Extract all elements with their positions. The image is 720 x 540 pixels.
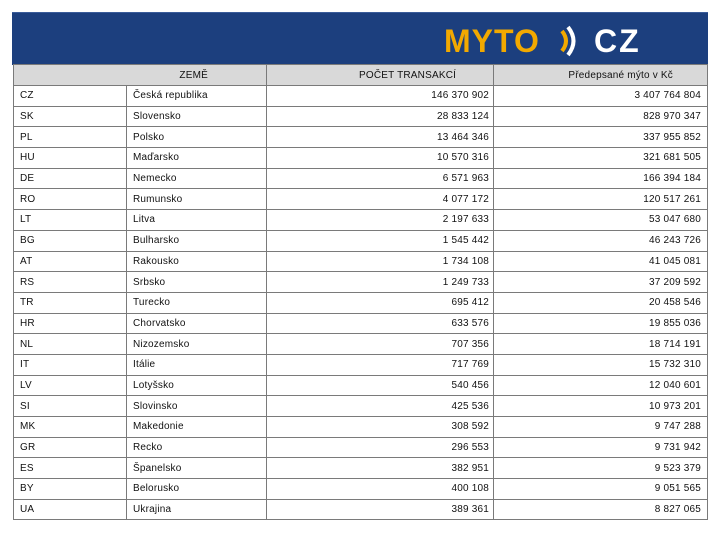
transaction-count-cell: 400 108 <box>267 479 494 500</box>
toll-amount-cell: 20 458 546 <box>494 292 708 313</box>
transaction-count-cell: 6 571 963 <box>267 168 494 189</box>
toll-amount-cell: 15 732 310 <box>494 354 708 375</box>
transaction-count-cell: 695 412 <box>267 292 494 313</box>
transaction-count-cell: 28 833 124 <box>267 106 494 127</box>
transaction-count-cell: 1 545 442 <box>267 230 494 251</box>
toll-amount-cell: 37 209 592 <box>494 272 708 293</box>
toll-amount-cell: 337 955 852 <box>494 127 708 148</box>
transactions-table <box>13 64 707 520</box>
toll-amount-cell: 46 243 726 <box>494 230 708 251</box>
country-name-cell: Bulharsko <box>127 230 267 251</box>
table-row <box>14 417 708 438</box>
country-code-cell: RS <box>14 272 127 293</box>
country-code-cell: UA <box>14 499 127 520</box>
transaction-count-cell: 382 951 <box>267 458 494 479</box>
toll-amount-cell: 166 394 184 <box>494 168 708 189</box>
country-code-cell: SI <box>14 396 127 417</box>
table-row <box>14 437 708 458</box>
table-row <box>14 272 708 293</box>
country-code-cell: BG <box>14 230 127 251</box>
myto-cz-logo <box>444 21 694 61</box>
toll-amount-cell: 9 731 942 <box>494 437 708 458</box>
transaction-count-cell: 146 370 902 <box>267 86 494 107</box>
table-row <box>14 251 708 272</box>
transaction-count-cell: 389 361 <box>267 499 494 520</box>
table-row <box>14 230 708 251</box>
country-name-cell: Turecko <box>127 292 267 313</box>
toll-amount-cell: 12 040 601 <box>494 375 708 396</box>
transaction-count-cell: 2 197 633 <box>267 210 494 231</box>
transaction-count-cell: 308 592 <box>267 417 494 438</box>
country-code-cell: TR <box>14 292 127 313</box>
country-code-cell: DE <box>14 168 127 189</box>
country-name-cell: Španelsko <box>127 458 267 479</box>
table-row <box>14 479 708 500</box>
column-header-country <box>14 65 267 86</box>
country-name-cell: Recko <box>127 437 267 458</box>
table-row <box>14 458 708 479</box>
country-name-cell: Ukrajina <box>127 499 267 520</box>
column-header-country-label: ZEMĚ <box>179 69 208 81</box>
transaction-count-cell: 717 769 <box>267 354 494 375</box>
transaction-count-cell: 296 553 <box>267 437 494 458</box>
table-row <box>14 189 708 210</box>
country-name-cell: Rakousko <box>127 251 267 272</box>
toll-amount-cell: 321 681 505 <box>494 148 708 169</box>
table-row <box>14 396 708 417</box>
country-name-cell: Rumunsko <box>127 189 267 210</box>
column-header-toll: Předepsané mýto v Kč <box>494 65 708 86</box>
transaction-count-cell: 13 464 346 <box>267 127 494 148</box>
table-row <box>14 127 708 148</box>
country-name-cell: Nemecko <box>127 168 267 189</box>
country-name-cell: Polsko <box>127 127 267 148</box>
logo-text-left: MYTO <box>444 23 540 59</box>
country-code-cell: HU <box>14 148 127 169</box>
toll-amount-cell: 9 747 288 <box>494 417 708 438</box>
country-name-cell: Slovinsko <box>127 396 267 417</box>
transaction-count-cell: 540 456 <box>267 375 494 396</box>
country-name-cell: Nizozemsko <box>127 334 267 355</box>
toll-amount-cell: 18 714 191 <box>494 334 708 355</box>
table-row <box>14 210 708 231</box>
country-code-cell: GR <box>14 437 127 458</box>
logo-text-right: CZ <box>594 23 641 59</box>
country-code-cell: SK <box>14 106 127 127</box>
toll-amount-cell: 3 407 764 804 <box>494 86 708 107</box>
table-row <box>14 168 708 189</box>
table-row <box>14 86 708 107</box>
transaction-count-cell: 425 536 <box>267 396 494 417</box>
table-row <box>14 292 708 313</box>
transaction-count-cell: 10 570 316 <box>267 148 494 169</box>
country-code-cell: IT <box>14 354 127 375</box>
country-code-cell: LV <box>14 375 127 396</box>
country-name-cell: Itálie <box>127 354 267 375</box>
table-row <box>14 375 708 396</box>
toll-amount-cell: 53 047 680 <box>494 210 708 231</box>
table-row <box>14 354 708 375</box>
country-name-cell: Belorusko <box>127 479 267 500</box>
country-code-cell: PL <box>14 127 127 148</box>
toll-amount-cell: 828 970 347 <box>494 106 708 127</box>
transaction-count-cell: 707 356 <box>267 334 494 355</box>
toll-amount-cell: 120 517 261 <box>494 189 708 210</box>
logo-signal-arc-2 <box>568 27 574 55</box>
country-name-cell: Chorvatsko <box>127 313 267 334</box>
transaction-count-cell: 633 576 <box>267 313 494 334</box>
toll-amount-cell: 9 523 379 <box>494 458 708 479</box>
transaction-count-cell: 1 734 108 <box>267 251 494 272</box>
country-code-cell: NL <box>14 334 127 355</box>
transaction-count-cell: 4 077 172 <box>267 189 494 210</box>
table-row <box>14 313 708 334</box>
table-row <box>14 499 708 520</box>
table-row <box>14 148 708 169</box>
country-code-cell: RO <box>14 189 127 210</box>
column-header-count: POČET TRANSAKCÍ <box>267 65 494 86</box>
country-name-cell: Makedonie <box>127 417 267 438</box>
country-code-cell: CZ <box>14 86 127 107</box>
transaction-count-cell: 1 249 733 <box>267 272 494 293</box>
country-code-cell: MK <box>14 417 127 438</box>
country-name-cell: Slovensko <box>127 106 267 127</box>
country-code-cell: HR <box>14 313 127 334</box>
header-banner <box>12 12 708 65</box>
toll-amount-cell: 41 045 081 <box>494 251 708 272</box>
country-code-cell: BY <box>14 479 127 500</box>
country-code-cell: ES <box>14 458 127 479</box>
toll-amount-cell: 9 051 565 <box>494 479 708 500</box>
toll-amount-cell: 10 973 201 <box>494 396 708 417</box>
toll-amount-cell: 8 827 065 <box>494 499 708 520</box>
logo-signal-arc-1 <box>562 31 566 51</box>
table-header-row <box>14 65 708 86</box>
country-code-cell: LT <box>14 210 127 231</box>
country-name-cell: Česká republika <box>127 86 267 107</box>
table-row <box>14 106 708 127</box>
country-name-cell: Maďarsko <box>127 148 267 169</box>
country-name-cell: Lotyšsko <box>127 375 267 396</box>
toll-amount-cell: 19 855 036 <box>494 313 708 334</box>
country-name-cell: Litva <box>127 210 267 231</box>
country-name-cell: Srbsko <box>127 272 267 293</box>
table-row <box>14 334 708 355</box>
country-code-cell: AT <box>14 251 127 272</box>
